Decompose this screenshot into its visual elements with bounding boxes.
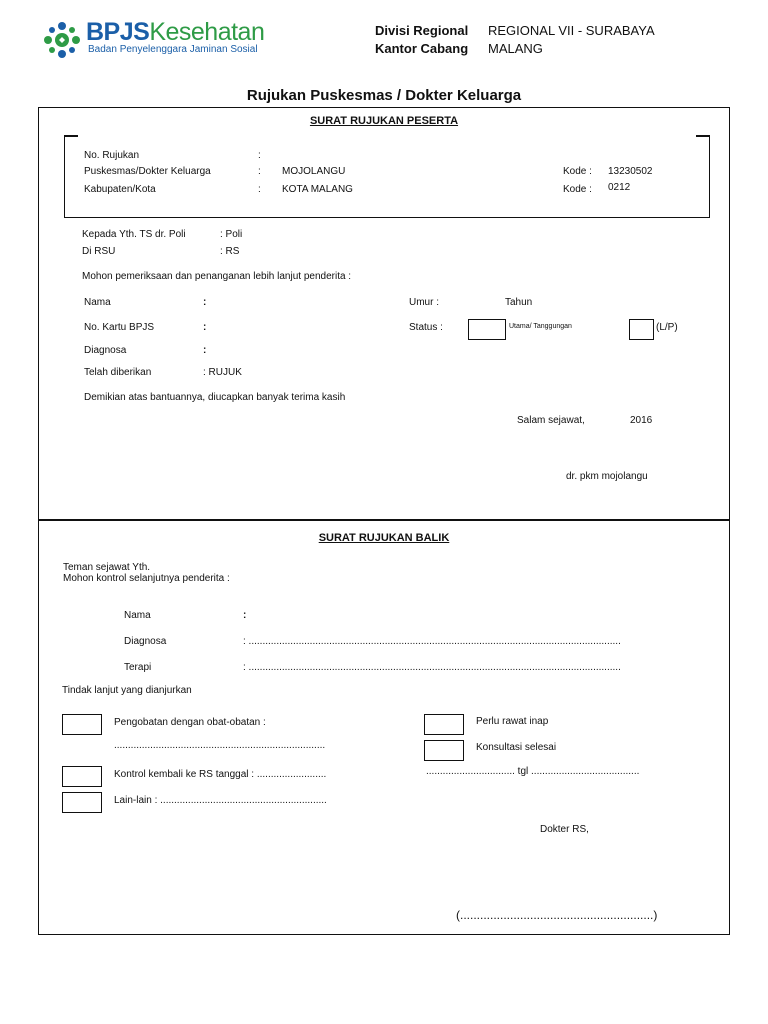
opt-obat-label: Pengobatan dengan obat-obatan :	[114, 717, 266, 728]
gender-checkbox[interactable]	[629, 319, 654, 340]
puskesmas-label: Puskesmas/Dokter Keluarga	[84, 166, 211, 177]
dokter-rs-label: Dokter RS,	[540, 824, 589, 835]
opt-lain-label: Lain-lain : ............................................................	[114, 795, 327, 806]
mohon-text: Mohon pemeriksaan dan penanganan lebih lanjut penderita :	[82, 271, 352, 282]
divisi-label: Divisi Regional	[375, 23, 469, 38]
kabupaten-label: Kabupaten/Kota	[84, 184, 156, 195]
kode-label-1: Kode :	[563, 166, 592, 177]
demikian-text: Demikian atas bantuannya, diucapkan banyak terima kasih	[84, 392, 346, 403]
lain-checkbox[interactable]	[62, 792, 102, 813]
diberikan-value: : RUJUK	[203, 367, 242, 378]
tahun-label: Tahun	[505, 297, 533, 308]
umur-label: Umur :	[409, 297, 439, 308]
divisi-value: REGIONAL VII - SURABAYA	[488, 23, 655, 38]
kepada-value: : Poli	[220, 229, 243, 240]
no-rujukan-label: No. Rujukan	[84, 150, 140, 161]
kontrol-checkbox[interactable]	[62, 766, 102, 787]
lp-label: (L/P)	[656, 322, 678, 333]
balik-terapi-label: Terapi	[124, 662, 152, 673]
opt-obat-dots: ............................................................................	[114, 740, 326, 751]
opt-konsultasi-label: Konsultasi selesai	[476, 742, 557, 753]
signature-line: (..........................................................)	[456, 908, 658, 922]
info-box-top-right	[696, 135, 710, 137]
konsultasi-checkbox[interactable]	[424, 740, 464, 761]
logo	[44, 18, 265, 60]
kantor-label: Kantor Cabang	[375, 41, 469, 56]
salam-text: Salam sejawat,	[517, 415, 585, 426]
tgl-line: ................................ tgl .......................................	[426, 766, 640, 777]
kode-puskesmas: 13230502	[608, 166, 653, 177]
section1-heading: SURAT RUJUKAN PESERTA	[309, 115, 459, 127]
year-text: 2016	[630, 415, 653, 426]
no-rujukan-colon: :	[258, 150, 261, 161]
logo-brand-bpjs: BPJS	[86, 18, 150, 46]
section-divider	[38, 519, 730, 521]
opt-rawat-label: Perlu rawat inap	[476, 716, 549, 727]
status-checkbox[interactable]	[468, 319, 506, 340]
teman-text: Teman sejawat Yth.	[63, 562, 151, 573]
kode-label-2: Kode :	[563, 184, 592, 195]
nama-label: Nama	[84, 297, 111, 308]
di-rsu-label: Di RSU	[82, 246, 116, 257]
logo-subtitle: Badan Penyelenggara Jaminan Sosial	[88, 44, 258, 55]
balik-diagnosa-label: Diagnosa	[124, 636, 167, 647]
tindak-text: Tindak lanjut yang dianjurkan	[62, 685, 192, 696]
diagnosa-colon: :	[203, 345, 207, 356]
kepada-label: Kepada Yth. TS dr. Poli	[82, 229, 186, 240]
signer-name: dr. pkm mojolangu	[566, 471, 648, 482]
diagnosa-label: Diagnosa	[84, 345, 127, 356]
balik-nama-value: :	[243, 610, 247, 621]
status-hint: Utama/ Tanggungan	[509, 323, 572, 330]
status-label: Status :	[409, 322, 443, 333]
page-title: Rujukan Puskesmas / Dokter Keluarga	[246, 87, 522, 104]
kartu-colon: :	[203, 322, 207, 333]
balik-diagnosa-value: : ......................................................................................................................................	[243, 636, 621, 647]
di-rsu-value: : RS	[220, 246, 240, 257]
info-box-top-left	[64, 135, 78, 137]
opt-kontrol-label: Kontrol kembali ke RS tanggal : .........................	[114, 769, 327, 780]
kantor-value: MALANG	[488, 41, 543, 56]
section2-heading: SURAT RUJUKAN BALIK	[318, 532, 450, 544]
rawat-checkbox[interactable]	[424, 714, 464, 735]
obat-checkbox[interactable]	[62, 714, 102, 735]
diberikan-label: Telah diberikan	[84, 367, 152, 378]
mohon-kontrol-text: Mohon kontrol selanjutnya penderita :	[63, 573, 230, 584]
kabupaten-value: KOTA MALANG	[282, 184, 353, 195]
kode-kota: 0212	[608, 182, 631, 193]
bpjs-logo-icon	[44, 22, 80, 58]
kartu-label: No. Kartu BPJS	[84, 322, 155, 333]
puskesmas-colon: :	[258, 166, 261, 177]
kabupaten-colon: :	[258, 184, 261, 195]
puskesmas-value: MOJOLANGU	[282, 166, 346, 177]
nama-colon: :	[203, 297, 207, 308]
balik-terapi-value: : ......................................................................................................................................	[243, 662, 621, 673]
balik-nama-label: Nama	[124, 610, 151, 621]
logo-brand-kesehatan: Kesehatan	[149, 18, 265, 46]
